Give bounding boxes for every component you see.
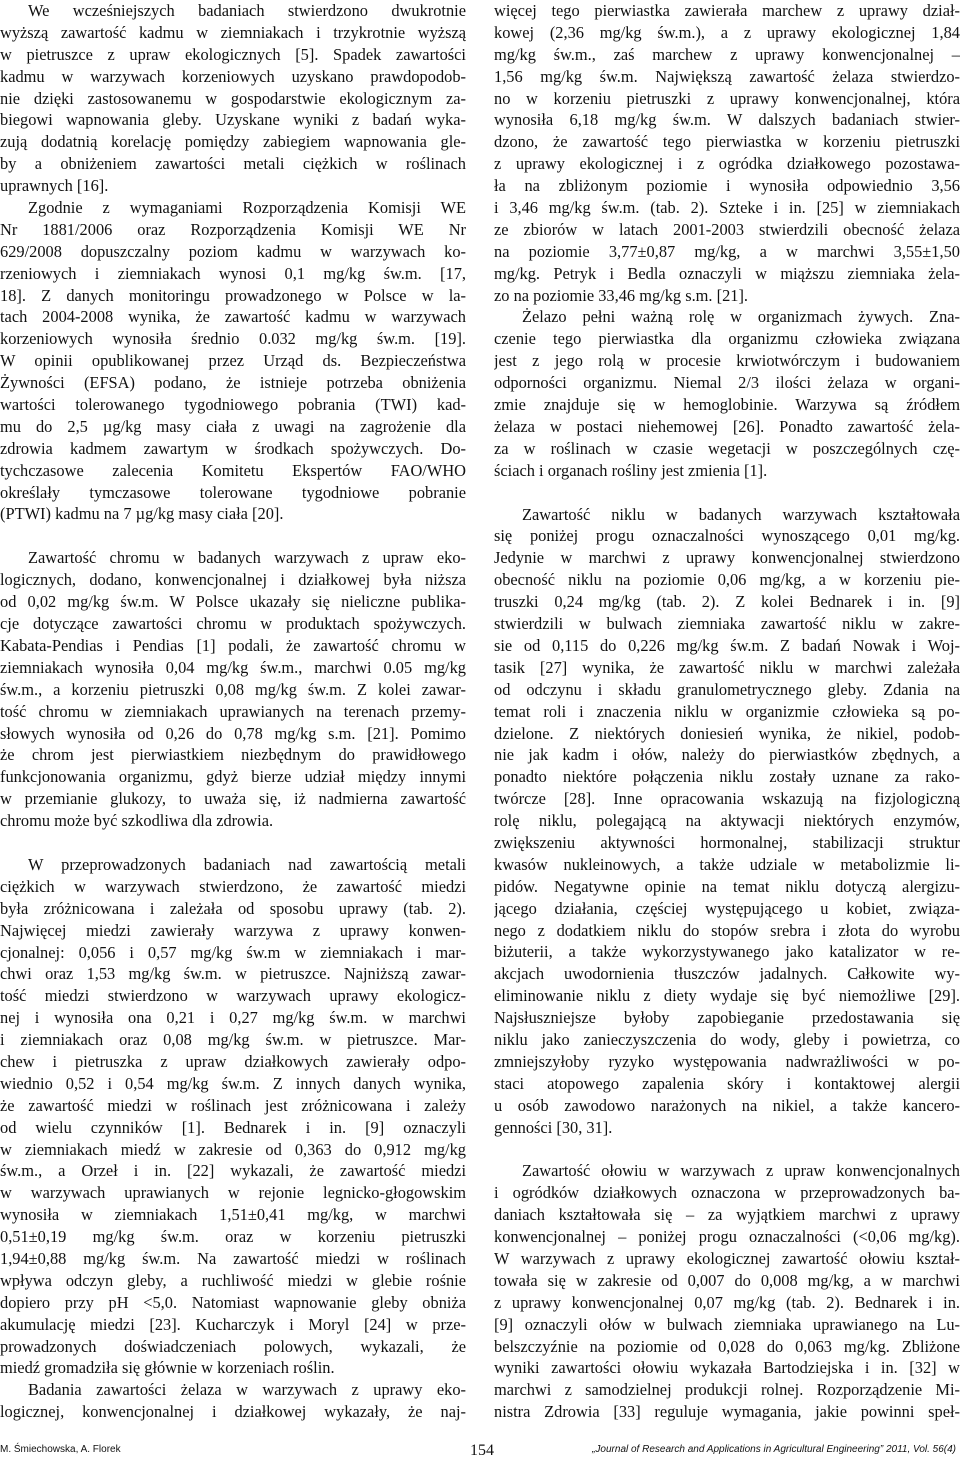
text-line: eliminowanie niklu z diety wydaje się być niemożliwe [29]. [494, 986, 960, 1006]
text-line: dzielone. Z niektórych doniesień wynika, że nikiel, podob- [494, 723, 960, 743]
text-line: z uprawy konwencjonalnej 0,07 mg/kg (tab. 2). Bednarek i in. [494, 1292, 960, 1312]
paragraph-gap [0, 525, 466, 547]
page-number: 154 [470, 1442, 494, 1459]
text-line: chromu może być szkodliwa dla zdrowia. [0, 811, 274, 831]
text-line: mg/kg. Petryk i Bedla oznaczyli w miąższu ziemniaka żela- [494, 263, 960, 283]
text-line: Nr 1881/2006 oraz Rozporządzenia Komisji WE Nr [0, 219, 466, 239]
text-line: logicznej, konwencjonalnej i działkowej wykazały, że naj- [0, 1402, 466, 1422]
text-line: w przemianie glukozy, to uważa się, iż nadmierna zawartość [0, 789, 466, 809]
text-line: zdrowia kadmem zawartym w środkach spożywczych. Do- [0, 438, 466, 458]
text-line: była zróżnicowana i zależała od sposobu uprawy (tab. 2). [0, 898, 466, 918]
text-line: wyższą zawartość kadmu w ziemniakach i trzykrotnie wyższą [0, 22, 466, 42]
text-line: jest z jego rolą w procesie krwiotwórczym i budowaniem [494, 351, 960, 371]
text-line: akcjach uwodornienia tłuszczów jadalnych. Całkowite wy- [494, 964, 960, 984]
text-line: genności [30, 31]. [494, 1117, 613, 1137]
text-line: marchwi z samodzielnej produkcji rolnej. Rozporządzenie Mi- [494, 1380, 960, 1400]
text-line: że chrom jest pierwiastkiem niezbędnym do prawidłowego [0, 745, 466, 765]
text-line: kowej (2,36 mg/kg św.m.), a z uprawy ekologicznej 1,84 [494, 22, 960, 42]
text-line: mu do 2,5 µg/kg masy ciała z uwagi na zagrożenie dla [0, 416, 466, 436]
text-line: że zawartość miedzi w roślinach jest zróżnicowana i zależy [0, 1095, 466, 1115]
text-line: i ziemniakach oraz 0,08 mg/kg św.m. w pietruszce. Mar- [0, 1030, 466, 1050]
text-line: stwierdzili w bulwach ziemniaka zawartość niklu w zakre- [494, 614, 960, 634]
text-line: ciężkich w warzywach stwierdzono, że zawartość miedzi [0, 876, 466, 896]
text-line: cjonalnej: 0,056 i 0,57 mg/kg św.m w ziemniakach i mar- [0, 942, 466, 962]
text-line: chew i pietruszka z upraw działkowych zawierały odpo- [0, 1051, 466, 1071]
text-line: rzeniowych i ziemniakach wynosi 0,1 mg/kg św.m. [17, [0, 263, 466, 283]
text-line: za w roślinach w czasie wegetacji w poszczególnych czę- [494, 438, 960, 458]
text-line: wartości tolerowanego tygodniowego pobrania (TWI) kad- [0, 395, 466, 415]
text-line: biżuterii, a także wykorzystywanego jako katalizator w re- [494, 942, 960, 962]
text-line: w pietruszce z upraw ekologicznych [5]. Spadek zawartości [0, 44, 466, 64]
text-line: W opinii opublikowanej przez Urząd ds. Bezpieczeństwa [0, 351, 466, 371]
text-line: sie od 0,115 do 0,226 mg/kg św.m. Z badań Nowak i Woj- [494, 635, 960, 655]
text-line: od 0,02 mg/kg św.m. W Polsce ukazały się nieliczne publika- [0, 592, 466, 612]
text-line: korzeniowych wynosiła średnio 0.032 mg/kg św.m. [19]. [0, 329, 466, 349]
text-line: dopiero przy pH <5,0. Natomiast wapnowanie gleby obniża [0, 1292, 466, 1312]
text-line: nistra Zdrowia [33] reguluje wymagania, jakie powinni speł- [494, 1402, 960, 1422]
footer-authors: M. Śmiechowska, A. Florek [0, 1444, 121, 1455]
text-line: Żelazo pełni ważną rolę w organizmach żywych. Zna- [522, 307, 960, 327]
text-line: Zawartość ołowiu w warzywach z upraw konwencjonalnych [522, 1161, 960, 1181]
text-line: tychczasowe zalecenia Komitetu Ekspertów FAO/WHO [0, 460, 466, 480]
text-line: określały tymczasowe tolerowane tygodniowe pobranie [0, 482, 466, 502]
text-line: czenie tego pierwiastka dla organizmu człowieka związana [494, 329, 960, 349]
text-line: kwasów nukleinowych, a także udziale w metabolizmie li- [494, 854, 960, 874]
text-line: akumulację miedzi [23]. Kucharczyk i Moryl [24] w prze- [0, 1314, 466, 1334]
text-line: jącego działania, częściej występującego u kobiet, związa- [494, 898, 960, 918]
text-line: pidów. Negatywne opinie na temat niklu dotyczą alergizu- [494, 876, 960, 896]
text-line: 629/2008 dopuszczalny poziom kadmu w warzywach ko- [0, 241, 466, 261]
text-line: Zawartość niklu w badanych warzywach kształtowała [522, 504, 960, 524]
text-line: [9] oznaczyli ołów w bulwach ziemniaka uprawianego na Lu- [494, 1314, 960, 1334]
text-line: dzono, że zawartość tego pierwiastka w korzeniu pietruszki [494, 132, 960, 152]
text-line: miedź gromadziła się głównie w korzeniach roślin. [0, 1358, 335, 1378]
text-line: wiednio 0,52 i 0,54 mg/kg św.m. Z innych danych wynika, [0, 1073, 466, 1093]
text-line: We wcześniejszych badaniach stwierdzono dwukrotnie [28, 1, 466, 20]
text-line: ziemniakach wynosiła 0,04 mg/kg św.m., marchwi 0.05 mg/kg [0, 657, 466, 677]
text-line: biegowi wapnowania gleby. Uzyskane wyniki z badań wyka- [0, 110, 466, 130]
text-line: prowadzonych doświadczeniach polowych, wykazali, że [0, 1336, 466, 1356]
text-line: Zgodnie z wymaganiami Rozporządzenia Komisji WE [28, 198, 466, 218]
text-line: tość miedzi stwierdzono w warzywach uprawy ekologicz- [0, 986, 466, 1006]
left-text-column [0, 0, 466, 1423]
text-line: kadmu w warzywach korzeniowych uzyskano prawdopodob- [0, 66, 466, 86]
text-line: belszczyźnie na poziomie od 0,028 do 0,063 mg/kg. Zbliżone [494, 1336, 960, 1356]
paragraph-gap [0, 832, 466, 854]
text-line: uprawnych [16]. [0, 176, 109, 196]
text-line: zwiększeniu aktywności hormonalnej, stabilizacji struktur [494, 832, 960, 852]
text-line: no w korzeniu pietruszki z uprawy konwencjonalnej, która [494, 88, 960, 108]
text-line: Jedynie w marchwi z uprawy konwencjonalnej stwierdzono [494, 548, 960, 568]
text-line: W przeprowadzonych badaniach nad zawartością metali [28, 854, 466, 874]
text-line: wyniki zawartości ołowiu wykazała Bartodziejska i in. [32] w [494, 1358, 960, 1378]
text-line: więcej tego pierwiastka zawierała marchew z uprawy dział- [494, 1, 960, 20]
paragraph-gap [494, 482, 960, 504]
text-line: w ziemniakach miedź w zakresie od 0,363 do 0,912 mg/kg [0, 1139, 466, 1159]
text-line: w warzywach uprawianych w rejonie legnicko-głogowskim [0, 1183, 466, 1203]
text-line: zmniejszyłoby ryzyko występowania nadwrażliwości w po- [494, 1051, 960, 1071]
text-line: nego z dodatkiem niklu do stopów srebra i złota do wyrobu [494, 920, 960, 940]
text-line: temat roli i znaczenia niklu w organizmie człowieka są po- [494, 701, 960, 721]
paragraph-gap [494, 1138, 960, 1160]
text-line: niklu jako zanieczyszczenia do wody, gleby i powietrza, co [494, 1029, 960, 1049]
text-line: chwi oraz 1,53 mg/kg św.m. w pietruszce. Najniższą zawar- [0, 964, 466, 984]
text-line: Zawartość chromu w badanych warzywach z upraw eko- [28, 548, 466, 568]
text-line: staci atopowego zapalenia skóry i kontaktowej alergii [494, 1073, 960, 1093]
text-line: zują dodatnią korelację pomiędzy zabiegiem wapnowania gle- [0, 132, 466, 152]
text-line: wynosiła 6,18 mg/kg św.m. W dalszych badaniach stwier- [494, 110, 960, 130]
text-line: by a obniżeniem zawartości metali ciężkich w roślinach [0, 154, 466, 174]
text-line: i 3,46 mg/kg św.m. (tab. 2). Szteke i in. [25] w ziemniakach [494, 198, 960, 218]
text-line: wpływa odczyn gleby, a ruchliwość miedzi w glebie rośnie [0, 1270, 466, 1290]
text-line: od odczynu i składu granulometrycznego gleby. Zdania na [494, 679, 960, 699]
text-line: cje dotyczące zawartości chromu w produktach spożywczych. [0, 614, 466, 634]
text-line: truszki 0,24 mg/kg (tab. 2). Z kolei Bednarek i in. [9] [494, 592, 960, 612]
text-line: (PTWI) kadmu na 7 µg/kg masy ciała [20]. [0, 504, 284, 524]
text-line: mg/kg św.m., zaś marchew z uprawy konwencjonalnej – [494, 44, 960, 64]
text-line: Kabata-Pendias i Pendias [1] podali, że zawartość chromu w [0, 635, 466, 655]
text-line: wynosiła w ziemniakach 1,51±0,41 mg/kg, w marchwi [0, 1205, 466, 1225]
page-footer [0, 1440, 960, 1468]
text-line: św.m., a Orzeł i in. [22] wykazali, że zawartość miedzi [0, 1161, 466, 1181]
text-line: zo na poziomie 33,46 mg/kg s.m. [21]. [494, 285, 749, 305]
text-line: św.m., a korzeniu pietruszki 0,08 mg/kg św.m. Z kolei zawar- [0, 679, 466, 699]
text-line: Badania zawartości żelaza w warzywach z uprawy eko- [28, 1380, 466, 1400]
text-line: odporności organizmu. Niemal 2/3 ilości żelaza w organi- [494, 373, 960, 393]
text-line: Żywności (EFSA) podano, że istnieje potrzeba obniżenia [0, 373, 466, 393]
text-line: 1,94±0,88 mg/kg św.m. Na zawartość miedzi w roślinach [0, 1248, 466, 1268]
right-text-column [494, 0, 960, 1423]
text-line: i ogródków działkowych oznaczona w przeprowadzonych ba- [494, 1183, 960, 1203]
text-line: towała się w zakresie od 0,007 do 0,008 mg/kg, a w marchwi [494, 1270, 960, 1290]
text-line: W warzywach z uprawy ekologicznej zawartość ołowiu kształ- [494, 1248, 960, 1268]
text-line: rolę niklu, polegającą na aktywacji niektórych enzymów, [494, 811, 960, 831]
text-line: z uprawy ekologicznej i z ogródka działkowego pozostawa- [494, 154, 960, 174]
text-line: Najwięcej miedzi zawierały warzywa z uprawy konwen- [0, 920, 466, 940]
text-line: nie jak kadm i ołów, należy do pierwiastków zbędnych, a [494, 745, 960, 765]
text-line: konwencjonalnej – poniżej progu oznaczalności (<0,06 mg/kg). [494, 1227, 960, 1247]
text-line: Najsłuszniejsze byłoby zapobieganie przedostawania się [494, 1008, 960, 1028]
text-line: ze zbiorów w latach 2001-2003 stwierdzili obecność żelaza [494, 219, 960, 239]
text-line: u osób zawodowo narażonych na nikiel, a także kancero- [494, 1095, 960, 1115]
footer-journal: „Journal of Research and Applications in Agricultural Engineering” 2011, Vol. 56(4) [592, 1444, 956, 1455]
text-line: logicznych, dodano, konwencjonalnej i działkowej była niższa [0, 570, 466, 590]
text-line: ponadto niektóre połączenia niklu zostały uznane za rako- [494, 767, 960, 787]
text-line: tach 2004-2008 wynika, że zawartość kadmu w warzywach [0, 307, 466, 327]
text-line: obecność niklu na poziomie 0,06 mg/kg, a w korzeniu pie- [494, 570, 960, 590]
text-line: nie dzięki zastosowanemu w gospodarstwie ekologicznym za- [0, 88, 466, 108]
text-line: daniach kształtowała się – za wyjątkiem marchwi z uprawy [494, 1205, 960, 1225]
text-line: ła na zbliżonym poziomie i wynosiła odpowiednio 3,56 [494, 176, 960, 196]
text-line: się poniżej progu oznaczalności wynoszącego 0,01 mg/kg. [494, 526, 960, 546]
text-line: na poziomie 3,77±0,87 mg/kg, a w marchwi 3,55±1,50 [494, 241, 960, 261]
text-line: tość chromu w ziemniakach uprawianych na terenach przemy- [0, 701, 466, 721]
text-line: żelaza w postaci niehemowej [26]. Ponadto zawartość żela- [494, 416, 960, 436]
text-line: 1,56 mg/kg św.m. Największą zawartość żelaza stwierdzo- [494, 66, 960, 86]
text-line: zmie znajduje się w hemoglobinie. Warzywa są źródłem [494, 395, 960, 415]
text-line: funkcjonowania organizmu, gdyż bierze udział między innymi [0, 767, 466, 787]
text-line: 18]. Z danych monitoringu prowadzonego w Polsce w la- [0, 285, 466, 305]
text-line: słowych wynosiła od 0,26 do 0,78 mg/kg s.m. [21]. Pomimo [0, 723, 466, 743]
text-line: 0,51±0,19 mg/kg św.m. oraz w korzeniu pietruszki [0, 1227, 466, 1247]
text-line: twórcze [28]. Inne opracowania wskazują na fizjologiczną [494, 789, 960, 809]
text-line: nej i wynosiła ona 0,21 i 0,27 mg/kg św.m. w marchwi [0, 1008, 466, 1028]
text-line: ściach i organach rośliny jest zmienia [1]. [494, 460, 768, 480]
text-line: tasik [27] wynika, że zawartość niklu w marchwi zależała [494, 657, 960, 677]
text-line: od wielu czynników [1]. Bednarek i in. [9] oznaczyli [0, 1117, 466, 1137]
